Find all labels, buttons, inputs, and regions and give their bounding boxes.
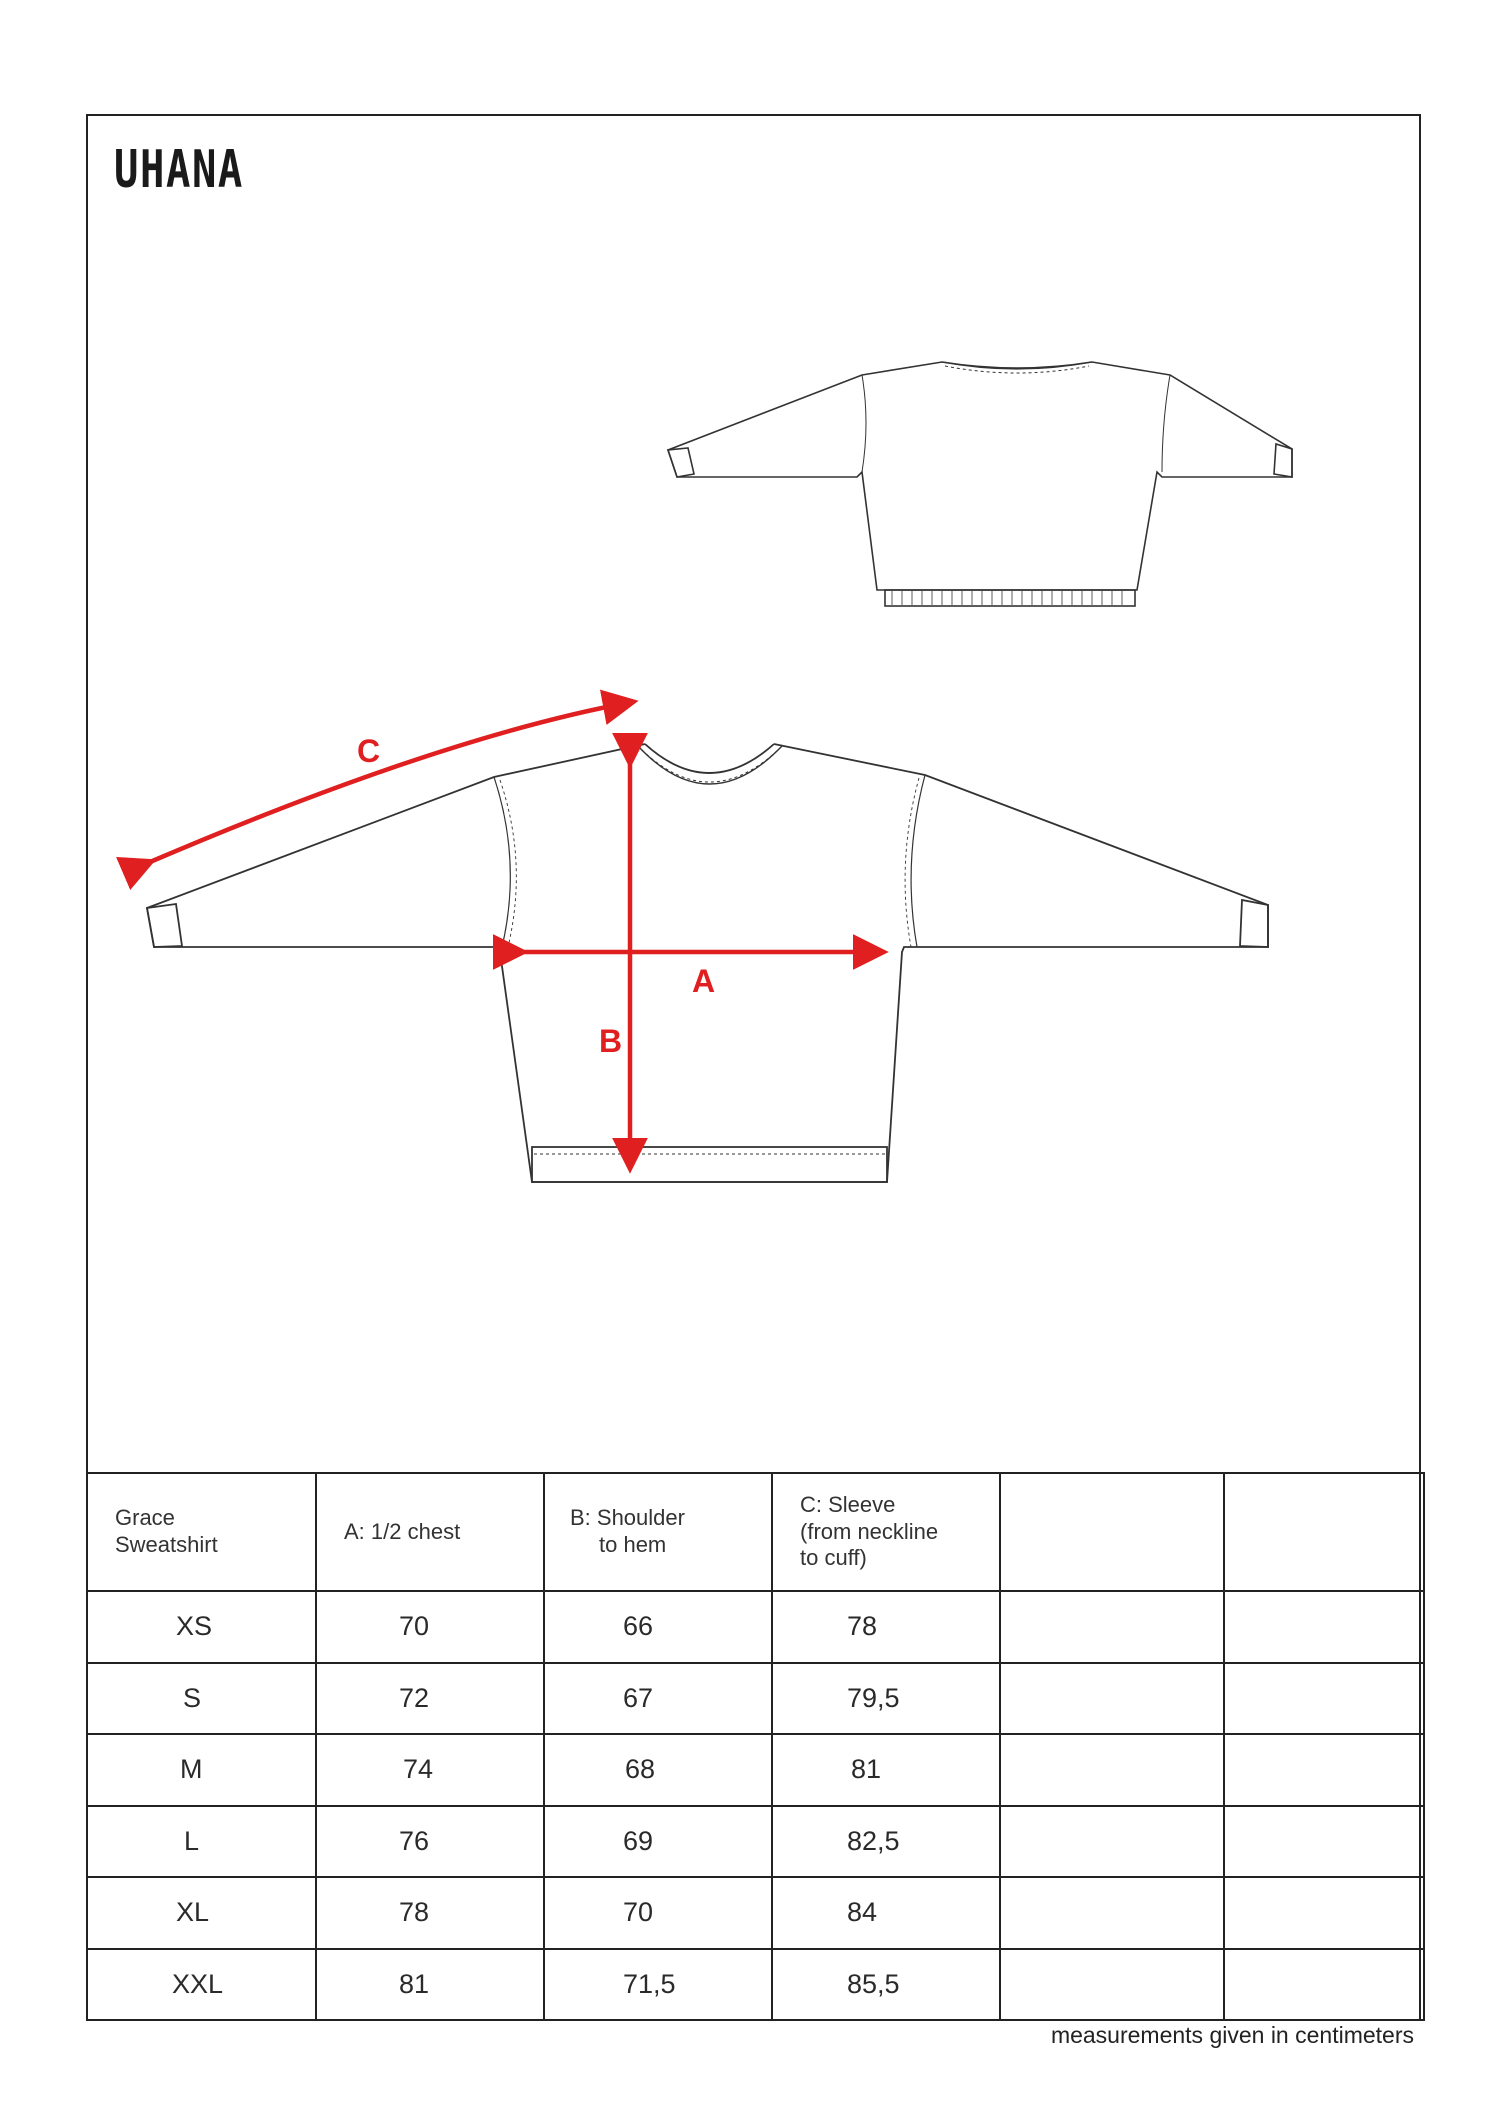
- chest-cell: 76: [316, 1806, 544, 1878]
- empty-cell: [1224, 1949, 1424, 2021]
- empty-cell: [1000, 1949, 1224, 2021]
- header-garment: Grace Sweatshirt: [87, 1473, 316, 1591]
- garment-illustration: [88, 116, 1423, 1472]
- size-table: [86, 1472, 1425, 2021]
- empty-cell: [1000, 1877, 1224, 1949]
- shoulder-cell: 68: [544, 1734, 772, 1806]
- shoulder-cell: 70: [544, 1877, 772, 1949]
- empty-cell: [1000, 1734, 1224, 1806]
- arrow-c: [150, 702, 632, 862]
- empty-cell: [1224, 1663, 1424, 1735]
- table-header-row: [87, 1473, 1424, 1591]
- brand-logo: UHANA: [114, 140, 244, 200]
- sleeve-cell: 78: [772, 1591, 1000, 1663]
- table-row: [87, 1734, 1424, 1806]
- sleeve-cell: 81: [772, 1734, 1000, 1806]
- sleeve-cell: 82,5: [772, 1806, 1000, 1878]
- back-view-sweatshirt: [668, 362, 1292, 606]
- chest-cell: 70: [316, 1591, 544, 1663]
- chest-cell: 78: [316, 1877, 544, 1949]
- sleeve-cell: 79,5: [772, 1663, 1000, 1735]
- size-cell: XXL: [87, 1949, 316, 2021]
- size-cell: XS: [87, 1591, 316, 1663]
- empty-cell: [1224, 1591, 1424, 1663]
- table-row: [87, 1806, 1424, 1878]
- table-row: [87, 1591, 1424, 1663]
- empty-cell: [1224, 1806, 1424, 1878]
- table-row: [87, 1877, 1424, 1949]
- size-cell: XL: [87, 1877, 316, 1949]
- header-shoulder: B: Shoulder to hem: [544, 1473, 772, 1591]
- table-row: [87, 1949, 1424, 2021]
- empty-cell: [1224, 1734, 1424, 1806]
- table-row: [87, 1663, 1424, 1735]
- empty-cell: [1000, 1663, 1224, 1735]
- shoulder-cell: 71,5: [544, 1949, 772, 2021]
- sleeve-cell: 84: [772, 1877, 1000, 1949]
- label-a: A: [692, 963, 716, 999]
- label-b: B: [599, 1023, 623, 1059]
- label-c: C: [357, 733, 381, 769]
- shoulder-cell: 69: [544, 1806, 772, 1878]
- header-empty-2: [1224, 1473, 1424, 1591]
- chest-cell: 72: [316, 1663, 544, 1735]
- size-cell: M: [87, 1734, 316, 1806]
- size-cell: L: [87, 1806, 316, 1878]
- header-chest: A: 1/2 chest: [316, 1473, 544, 1591]
- chest-cell: 81: [316, 1949, 544, 2021]
- empty-cell: [1000, 1591, 1224, 1663]
- chest-cell: 74: [316, 1734, 544, 1806]
- empty-cell: [1000, 1806, 1224, 1878]
- size-cell: S: [87, 1663, 316, 1735]
- sleeve-cell: 85,5: [772, 1949, 1000, 2021]
- measurement-footnote: measurements given in centimeters: [1050, 2022, 1414, 2048]
- header-sleeve: C: Sleeve (from neckline to cuff): [772, 1473, 1000, 1591]
- size-chart-sheet: [86, 114, 1421, 2021]
- shoulder-cell: 67: [544, 1663, 772, 1735]
- empty-cell: [1224, 1877, 1424, 1949]
- header-empty-1: [1000, 1473, 1224, 1591]
- shoulder-cell: 66: [544, 1591, 772, 1663]
